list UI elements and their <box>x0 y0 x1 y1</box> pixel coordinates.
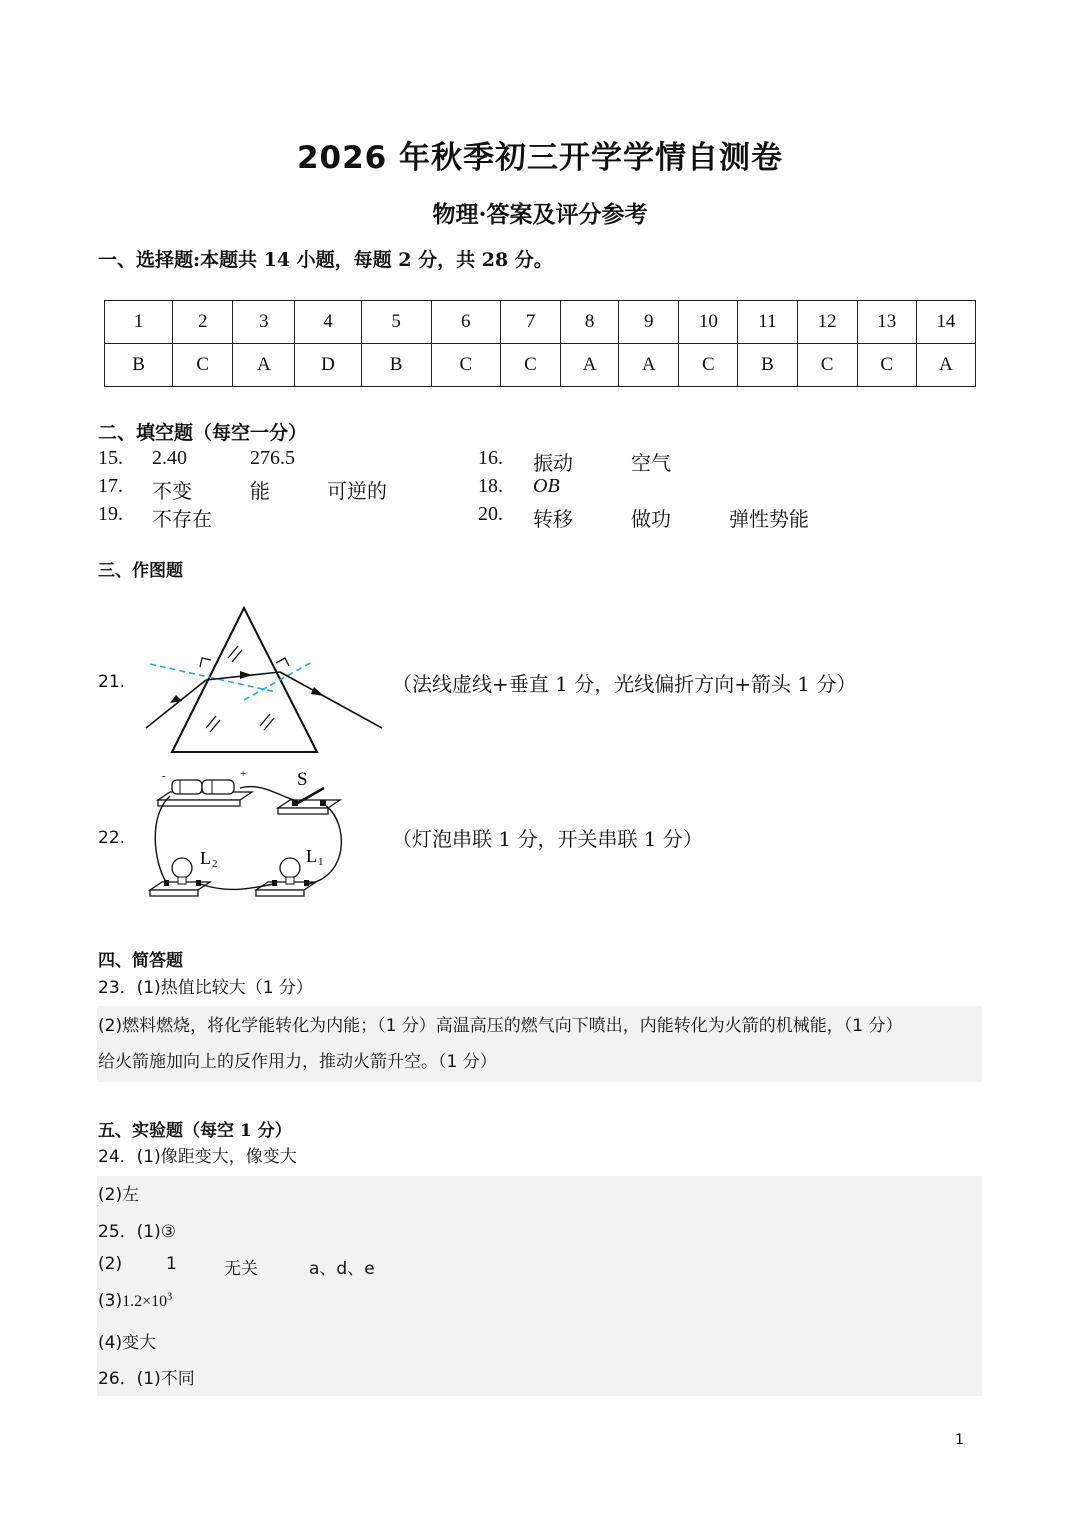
q25-part2-label: (2) <box>98 1254 123 1274</box>
answer-table-answer: D <box>295 344 361 387</box>
emergent-arrow <box>311 687 324 696</box>
answer-table-question-number: 10 <box>679 301 738 344</box>
q22-number: 22. <box>98 828 126 848</box>
answer-table-answer: A <box>916 344 975 387</box>
section3-heading: 三、作图题 <box>98 561 183 581</box>
answer-table-question-number: 4 <box>295 301 361 344</box>
right-angle-mark-right <box>276 658 289 666</box>
q20-answer-3: 弹性势能 <box>729 509 809 531</box>
q17-answer-3: 可逆的 <box>327 481 387 503</box>
section1-heading: 一、选择题:本题共 14 小题，每题 2 分，共 28 分。 <box>98 249 553 271</box>
q21-scoring-note: （法线虚线+垂直 1 分，光线偏折方向+箭头 1 分） <box>392 672 857 696</box>
answer-table-question-number: 14 <box>916 301 975 344</box>
q23-part1: 23．(1)热值比较大（1 分） <box>98 978 313 998</box>
section4-heading: 四、简答题 <box>98 951 183 971</box>
lamp-l1-subscript: 1 <box>318 856 324 868</box>
q23-part2-line2: 给火箭施加向上的反作用力，推动火箭升空。（1 分） <box>98 1052 497 1072</box>
q25-part3-value: 1.2×10 <box>122 1293 168 1310</box>
page-title: 2026 年秋季初三开学学情自测卷 <box>296 140 784 176</box>
page-subtitle: 物理·答案及评分参考 <box>432 201 648 228</box>
lamp-l2-bulb <box>172 858 192 878</box>
answer-table-question-number: 5 <box>361 301 431 344</box>
q24-part2: (2)左 <box>98 1185 140 1205</box>
answer-table-question-number: 2 <box>173 301 233 344</box>
incident-arrow <box>170 695 182 703</box>
answer-table-answer: A <box>233 344 295 387</box>
q25-part2-answer-1: 1 <box>166 1254 177 1274</box>
q25-part1: 25．(1)③ <box>98 1222 176 1242</box>
q17-answer-1: 不变 <box>152 481 192 503</box>
answer-table-question-number: 3 <box>233 301 295 344</box>
q15-number: 15. <box>98 447 123 469</box>
q16-number: 16. <box>478 447 503 469</box>
lamp-l2-subscript: 2 <box>212 858 218 870</box>
refracted-arrow <box>240 671 252 679</box>
q17-answer-2: 能 <box>250 481 270 503</box>
battery-cell-2 <box>202 780 234 794</box>
battery-plus-label: + <box>240 768 247 780</box>
switch-base <box>278 800 340 808</box>
lamp-l1-bulb <box>280 858 300 878</box>
q19-number: 19. <box>98 503 123 525</box>
answer-table-answer: B <box>361 344 431 387</box>
answer-table-answer: B <box>105 344 173 387</box>
battery-cell-1 <box>172 780 202 794</box>
q25-part3-exponent: 3 <box>167 1291 173 1303</box>
switch-label: S <box>297 769 308 790</box>
q16-answer-1: 振动 <box>533 453 573 475</box>
answer-table-number-row <box>105 301 976 344</box>
q17-number: 17. <box>98 475 123 497</box>
emergent-ray <box>280 672 382 728</box>
answer-table-answer: C <box>797 344 857 387</box>
answer-table-answer: C <box>173 344 233 387</box>
wire-switch-to-l1 <box>308 806 341 884</box>
answer-table-question-number: 13 <box>857 301 916 344</box>
q19-answer-1: 不存在 <box>152 509 212 531</box>
battery-minus-label: - <box>162 770 166 782</box>
page-number: 1 <box>955 1432 964 1448</box>
q23-part2-block <box>97 1006 982 1082</box>
q26-part1: 26．(1)不同 <box>98 1369 195 1389</box>
answer-table-question-number: 12 <box>797 301 857 344</box>
answer-table-answer: C <box>857 344 916 387</box>
q25-part3-label: (3) <box>98 1291 123 1311</box>
q25-part2-answer-3: a、d、e <box>309 1259 375 1279</box>
experiment-answers-block <box>97 1176 982 1396</box>
answer-table <box>104 300 976 387</box>
q15-answer-2: 276.5 <box>250 447 295 469</box>
normal-line-right <box>244 662 312 700</box>
q25-part4: (4)变大 <box>98 1333 157 1353</box>
q22-scoring-note: （灯泡串联 1 分，开关串联 1 分） <box>392 827 703 851</box>
q21-number: 21. <box>98 672 126 692</box>
answer-table-question-number: 11 <box>738 301 797 344</box>
answer-table-answer: A <box>619 344 679 387</box>
q20-answer-2: 做功 <box>631 509 671 531</box>
answer-table-answer: C <box>679 344 738 387</box>
q25-part2-answer-2: 无关 <box>224 1259 258 1279</box>
lamp-l1-label: L <box>306 846 317 866</box>
answer-table-answer-row <box>105 344 976 387</box>
answer-table-answer: B <box>738 344 797 387</box>
q18-answer-1: OB <box>533 475 560 497</box>
prism-refraction-diagram <box>140 600 390 760</box>
q23-part2-line1: (2)燃料燃烧，将化学能转化为内能；（1 分）高温高压的燃气向下喷出，内能转化为火箭的机械能，（1 分） <box>98 1016 903 1036</box>
q20-number: 20. <box>478 503 503 525</box>
q20-answer-1: 转移 <box>533 509 573 531</box>
answer-table-question-number: 6 <box>431 301 500 344</box>
answer-table-answer: A <box>561 344 619 387</box>
q18-number: 18. <box>478 475 503 497</box>
q24-part1: 24．(1)像距变大，像变大 <box>98 1147 297 1167</box>
lamp-l2-label: L <box>200 848 211 868</box>
q15-answer-1: 2.40 <box>152 447 187 469</box>
right-angle-mark-left <box>200 658 211 667</box>
q16-answer-2: 空气 <box>631 453 671 475</box>
answer-table-question-number: 7 <box>500 301 560 344</box>
answer-table-question-number: 1 <box>105 301 173 344</box>
answer-table-answer: C <box>500 344 560 387</box>
answer-table-question-number: 9 <box>619 301 679 344</box>
wire-battery-to-l2 <box>155 796 170 882</box>
answer-table-question-number: 8 <box>561 301 619 344</box>
section5-heading: 五、实验题（每空 1 分） <box>98 1121 292 1141</box>
q25-part3 <box>98 1291 172 1311</box>
section2-heading: 二、填空题（每空一分） <box>98 422 308 444</box>
answer-table-answer: C <box>431 344 500 387</box>
circuit-diagram <box>140 766 355 906</box>
